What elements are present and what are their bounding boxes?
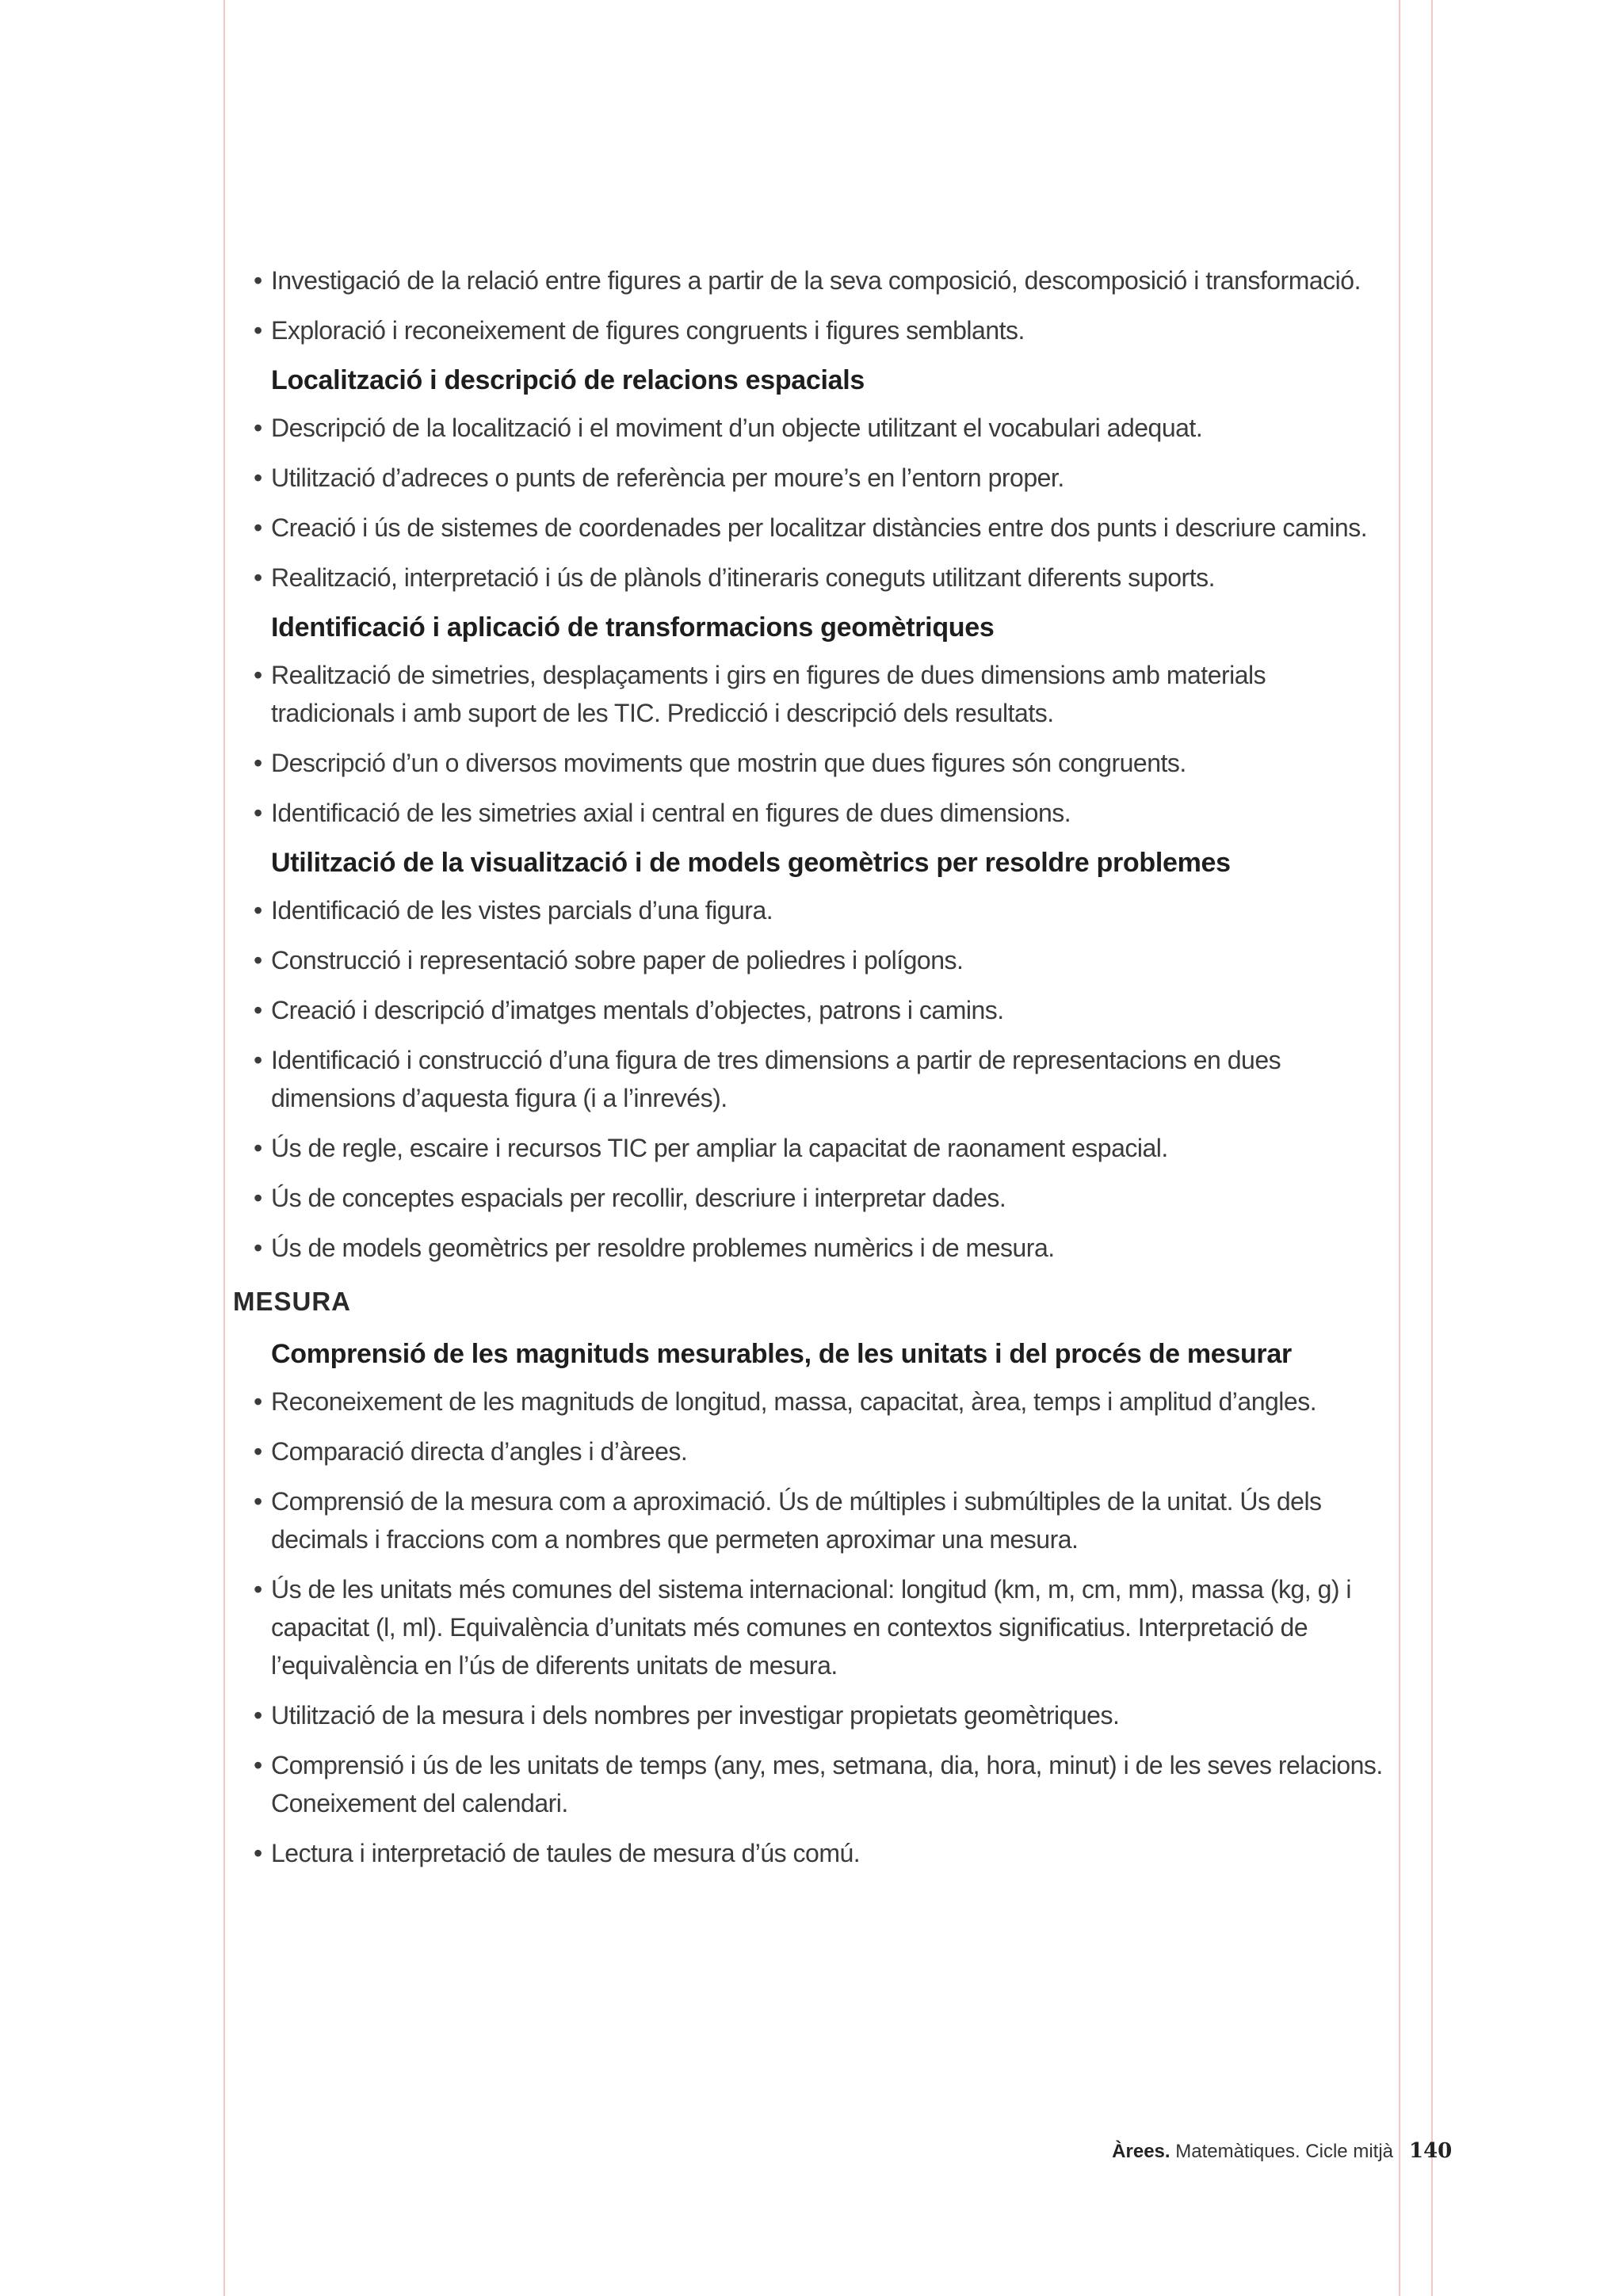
page-number: 140	[1409, 2139, 1453, 2163]
list-item: • Utilització d’adreces o punts de referència per moure’s en l’entorn proper.	[230, 459, 1395, 497]
footer-area-label: Àrees.	[1112, 2141, 1170, 2162]
document-body	[230, 261, 1395, 1884]
list-item: • Ús de les unitats més comunes del sistema internacional: longitud (km, m, cm, mm), massa (kg, g) i capacitat (l, ml). Equivalència d’unitats més comunes en contextos significatius. Interpretació de l’equivalència en l’ús de diferents unitats de mesura.	[230, 1570, 1395, 1684]
list-item: • Utilització de la mesura i dels nombres per investigar propietats geomètriques.	[230, 1696, 1395, 1734]
list-item: • Comprensió i ús de les unitats de temps (any, mes, setmana, dia, hora, minut) i de les seves relacions. Coneixement del calendari.	[230, 1746, 1395, 1822]
subsection-heading: Localització i descripció de relacions espacials	[271, 365, 865, 395]
list-item: • Investigació de la relació entre figures a partir de la seva composició, descomposició i transformació.	[230, 261, 1395, 299]
list-item: • Creació i descripció d’imatges mentals d’objectes, patrons i camins.	[230, 991, 1395, 1029]
list-item: • Identificació i construcció d’una figura de tres dimensions a partir de representacions en dues dimensions d’aquesta figura (i a l’inrevés).	[230, 1041, 1395, 1117]
list-item: • Realització de simetries, desplaçaments i girs en figures de dues dimensions amb materials tradicionals i amb suport de les TIC. Predicció i descripció dels resultats.	[230, 656, 1395, 732]
list-item: • Ús de models geomètrics per resoldre problemes numèrics i de mesura.	[230, 1229, 1395, 1267]
subsection-heading: Comprensió de les magnituds mesurables, de les unitats i del procés de mesurar	[271, 1339, 1292, 1369]
list-item: • Descripció de la localització i el moviment d’un objecte utilitzant el vocabulari adequat.	[230, 409, 1395, 447]
page-footer	[872, 2138, 1453, 2169]
list-item: • Realització, interpretació i ús de plànols d’itineraris coneguts utilitzant diferents suports.	[230, 559, 1395, 597]
footer-label	[1112, 2141, 1393, 2163]
list-item: • Construcció i representació sobre paper de poliedres i polígons.	[230, 941, 1395, 979]
margin-line-right	[1399, 0, 1400, 2296]
margin-line-left	[223, 0, 225, 2296]
list-item: • Ús de conceptes espacials per recollir, descriure i interpretar dades.	[230, 1179, 1395, 1217]
list-item: • Comprensió de la mesura com a aproximació. Ús de múltiples i submúltiples de la unitat. Ús dels decimals i fraccions com a nombres que permeten aproximar una mesura.	[230, 1482, 1395, 1558]
list-item: • Comparació directa d’angles i d’àrees.	[230, 1432, 1395, 1470]
subsection-heading: Utilització de la visualització i de models geomètrics per resoldre problemes	[271, 848, 1231, 878]
section-heading: MESURA	[233, 1287, 352, 1316]
list-item: • Descripció d’un o diversos moviments que mostrin que dues figures són congruents.	[230, 744, 1395, 782]
list-item: • Lectura i interpretació de taules de mesura d’ús comú.	[230, 1834, 1395, 1872]
list-item: • Exploració i reconeixement de figures congruents i figures semblants.	[230, 311, 1395, 349]
list-item: • Reconeixement de les magnituds de longitud, massa, capacitat, àrea, temps i amplitud d’angles.	[230, 1383, 1395, 1421]
list-item: • Identificació de les simetries axial i central en figures de dues dimensions.	[230, 794, 1395, 832]
subsection-heading: Identificació i aplicació de transformacions geomètriques	[271, 612, 995, 643]
list-item: • Ús de regle, escaire i recursos TIC per ampliar la capacitat de raonament espacial.	[230, 1129, 1395, 1167]
margin-line-right-outer	[1431, 0, 1433, 2296]
list-item: • Identificació de les vistes parcials d’una figura.	[230, 891, 1395, 929]
list-item: • Creació i ús de sistemes de coordenades per localitzar distàncies entre dos punts i descriure camins.	[230, 509, 1395, 547]
footer-course-label: Matemàtiques. Cicle mitjà	[1175, 2141, 1393, 2162]
